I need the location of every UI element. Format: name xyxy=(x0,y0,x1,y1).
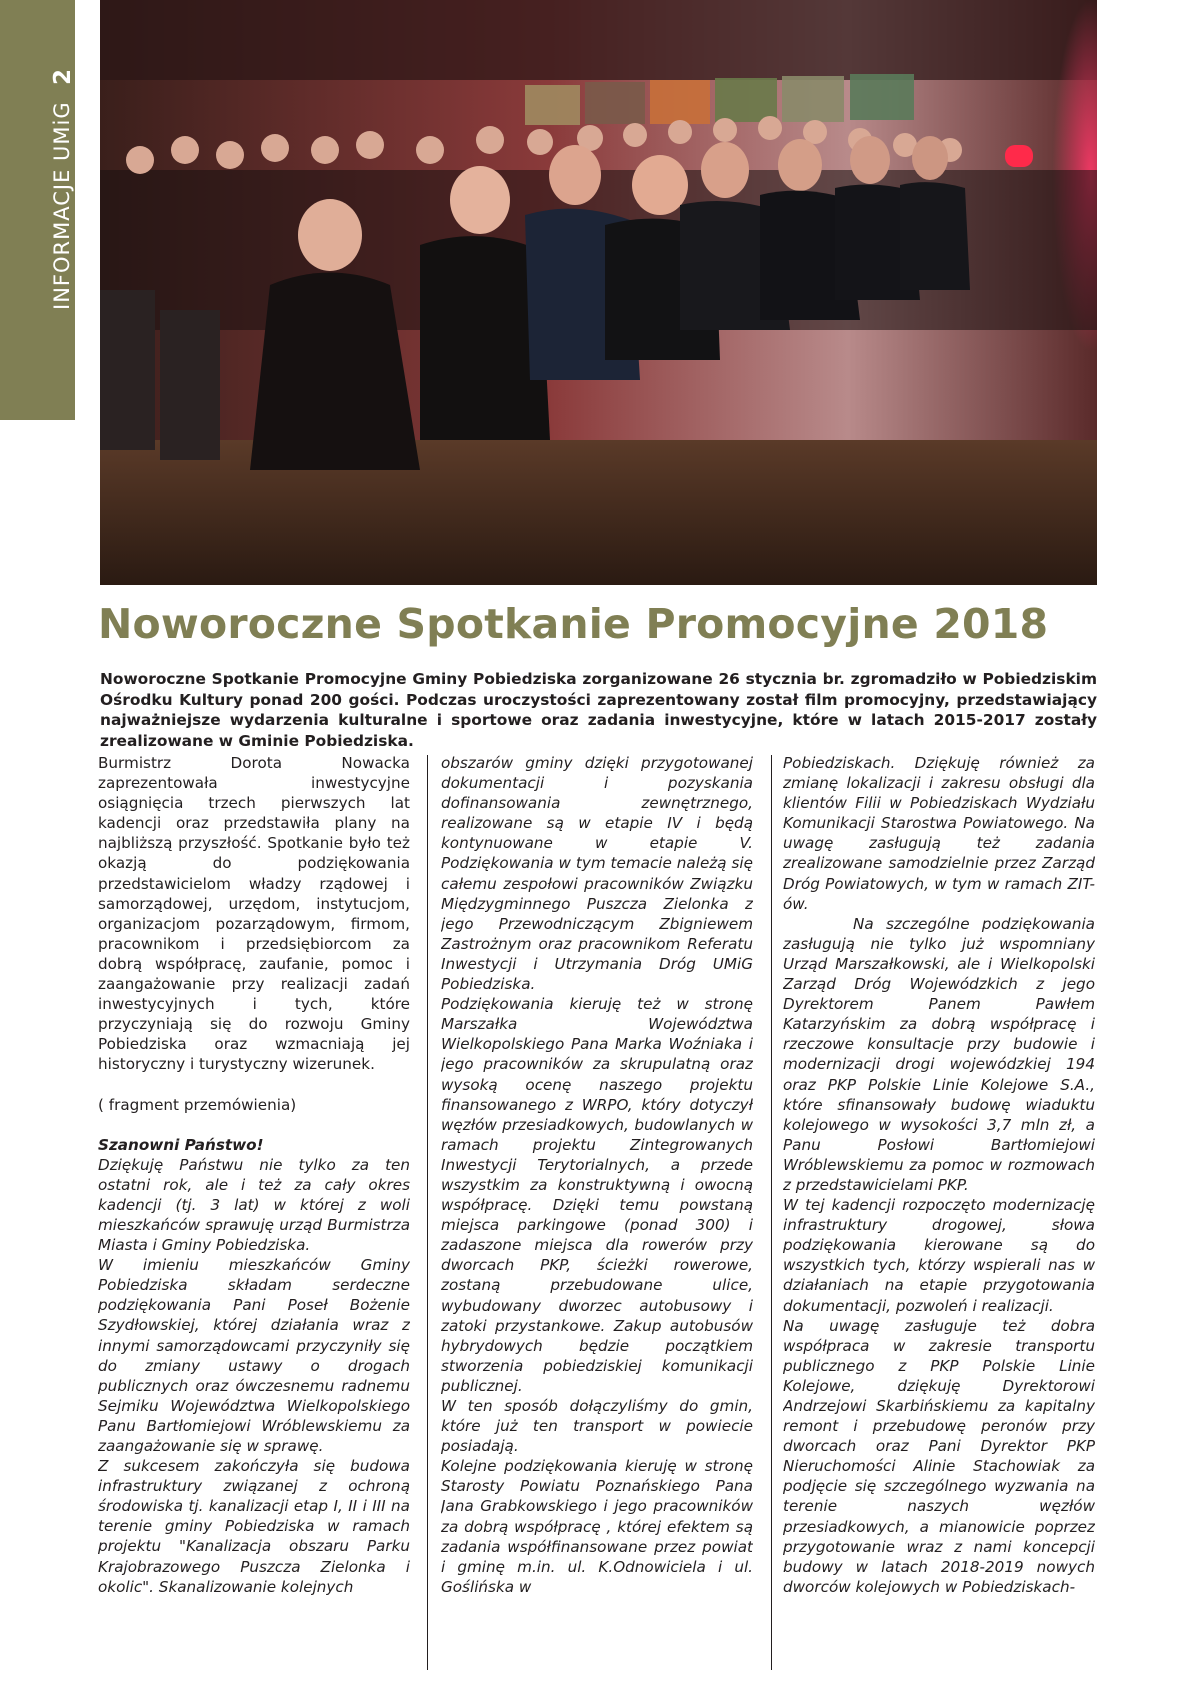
article-column-2 xyxy=(441,753,753,1678)
paragraph: obszarów gminy dzięki przygotowanej dokumentacji i pozyskania dofinansowania zewnętrznego, realizowane są w etapie IV i będą kontynuowane w etapie V. Podziękowania w tym temacie należą się całemu zespołowi pracowników Związku Międzygminnego Puszcza Zielonka z jego Przewodniczącym Zbigniewem Zastrożnym oraz pracownikom Referatu Inwestycji i Utrzymania Dróg UMiG Pobiedziska. xyxy=(441,754,753,994)
speech-note: ( fragment przemówienia) xyxy=(98,1095,297,1114)
paragraph: Kolejne podziękowania kieruję w stronę Starosty Powiatu Poznańskiego Pana Jana Grabkowskiego i jego pracowników za dobrą współpracę , której efektem są zadania współfinansowane przez powiat i gminę m.in. ul. K.Odnowiciela i ul. Goślińska w xyxy=(441,1457,753,1596)
section-label: INFORMACJE UMiG xyxy=(50,101,74,310)
paragraph: Pobiedziskach. Dziękuję również za zmianę lokalizacji i zakresu obsługi dla klientów Filii w Pobiedziskach Wydziału Komunikacji Starostwa Powiatowego. Na uwagę zasługują też zadania zrealizowane samodzielnie przez Zarząd Dróg Powiatowych, w tym w ramach ZIT-ów. xyxy=(783,754,1095,913)
speech-greeting: Szanowni Państwo! xyxy=(98,1135,264,1154)
column-divider-2 xyxy=(771,755,772,1670)
paragraph: Na szczególne podziękowania zasługują nie tylko już wspomniany Urząd Marszałkowski, ale i Wielkopolski Zarząd Dróg Wojewódzkich z jego Dyrektorem Panem Pawłem Katarzyńskim za dobrą współpracę i rzeczowe konsultacje przy budowie i modernizacji drogi wojewódzkiej 194 oraz PKP Polskie Linie Kolejowe S.A., które sfinansowały budowę wiaduktu kolejowego w wysokości 3,7 mln zł, a Panu Posłowi Bartłomiejowi Wróblewskiemu za pomoc w rozmowach z przedstawicielami PKP. xyxy=(783,914,1095,1194)
paragraph: W ten sposób dołączyliśmy do gmin, które już ten transport w powiecie posiadają. xyxy=(441,1397,753,1456)
audience-photo-illustration xyxy=(100,0,1097,585)
article-column-3 xyxy=(783,753,1095,1678)
paragraph: Dziękuję Państwu nie tylko za ten ostatni rok, ale i też za cały okres kadencji (tj. 3 lat) w której z woli mieszkańców sprawuję urząd Burmistrza Miasta i Gminy Pobiedziska. xyxy=(98,1155,410,1255)
article-column-1 xyxy=(98,753,410,1678)
event-photo xyxy=(100,0,1097,585)
paragraph: W tej kadencji rozpoczęto modernizację infrastruktury drogowej, słowa podziękowania kierowane są do wszystkich tych, którzy wspierali nas w działaniach na etapie przygotowania dokumentacji, pozwoleń i realizacji. xyxy=(783,1196,1095,1315)
article-lead: Noworoczne Spotkanie Promocyjne Gminy Pobiedziska zorganizowane 26 stycznia br. zgromadziło w Pobiedziskim Ośrodku Kultury ponad 200 gości. Podczas uroczystości zaprezentowany został film promocyjny, przedstawiający najważniejsze wydarzenia kulturalne i sportowe oraz zadania inwestycyjne, które w latach 2015-2017 zostały zrealizowane w Gminie Pobiedziska. xyxy=(100,670,1097,750)
paragraph: Podziękowania kieruję też w stronę Marszałka Województwa Wielkopolskiego Pana Marka Woźniaka i jego pracowników za skrupulatną oraz wysoką ocenę naszego projektu finansowanego z WRPO, który dotyczył węzłów przesiadkowych, budowlanych w ramach projektu Zintegrowanych Inwestycji Terytorialnych, a przede wszystkim za konstruktywną i owocną współpracę. Dzięki temu powstaną miejsca parkingowe (ponad 300) i zadaszone miejsca dla rowerów przy dworcach PKP, ścieżki rowerowe, zostaną przebudowane ulice, wybudowany dworzec autobusowy i zatoki przystankowe. Zakup autobusów hybrydowych będzie początkiem stworzenia pobiedziskiej komunikacji publicznej. xyxy=(441,995,753,1395)
paragraph: Burmistrz Dorota Nowacka zaprezentowała inwestycyjne osiągnięcia trzech pierwszych lat kadencji oraz przedstawiła plany na najbliższą przyszłość. Spotkanie było też okazją do podziękowania przedstawicielom władzy rządowej i samorządowej, urzędom, instytucjom, organizacjom pozarządowym, firmom, pracownikom i przedsiębiorcom za dobrą współpracę, zaufanie, pomoc i zaangażowanie przy realizacji zadań inwestycyjnych i tych, które przyczyniają się do rozwoju Gminy Pobiedziska oraz wzmacniają jej historyczny i turystyczny wizerunek. xyxy=(98,754,410,1074)
column-divider-1 xyxy=(427,755,428,1670)
paragraph: Na uwagę zasługuje też dobra współpraca w zakresie transportu publicznego z PKP Polskie Linie Kolejowe, dziękuję Dyrektorowi Andrzejowi Skarbińskiemu za kapitalny remont i przebudowę peronów przy dworcach oraz Pani Dyrektor PKP Nieruchomości Alinie Stachowiak za podjęcie się szczególnego wyzwania na terenie naszych węzłów przesiadkowych, a mianowicie poprzez przygotowanie wraz z nami koncepcji budowy w latach 2018-2019 nowych dworców kolejowych w Pobiedziskach- xyxy=(783,1316,1095,1596)
page-number: 2 xyxy=(50,68,76,85)
section-tab-text xyxy=(0,0,75,420)
article-title: Noworoczne Spotkanie Promocyjne 2018 xyxy=(98,600,1049,648)
paragraph: Z sukcesem zakończyła się budowa infrastruktury związanej z ochroną środowiska tj. kanalizacji etap I, II i III na terenie gminy Pobiedziska w ramach projektu "Kanalizacja obszaru Parku Krajobrazowego Puszcza Zielonka i okolic". Skanalizowanie kolejnych xyxy=(98,1457,410,1596)
paragraph: W imieniu mieszkańców Gminy Pobiedziska składam serdeczne podziękowania Pani Poseł Bożenie Szydłowskiej, której działania wraz z innymi samorządowcami przyczyniły się do zmiany ustawy o drogach publicznych oraz ówczesnemu radnemu Sejmiku Województwa Wielkopolskiego Panu Bartłomiejowi Wróblewskiemu za zaangażowanie się w sprawę. xyxy=(98,1256,410,1455)
